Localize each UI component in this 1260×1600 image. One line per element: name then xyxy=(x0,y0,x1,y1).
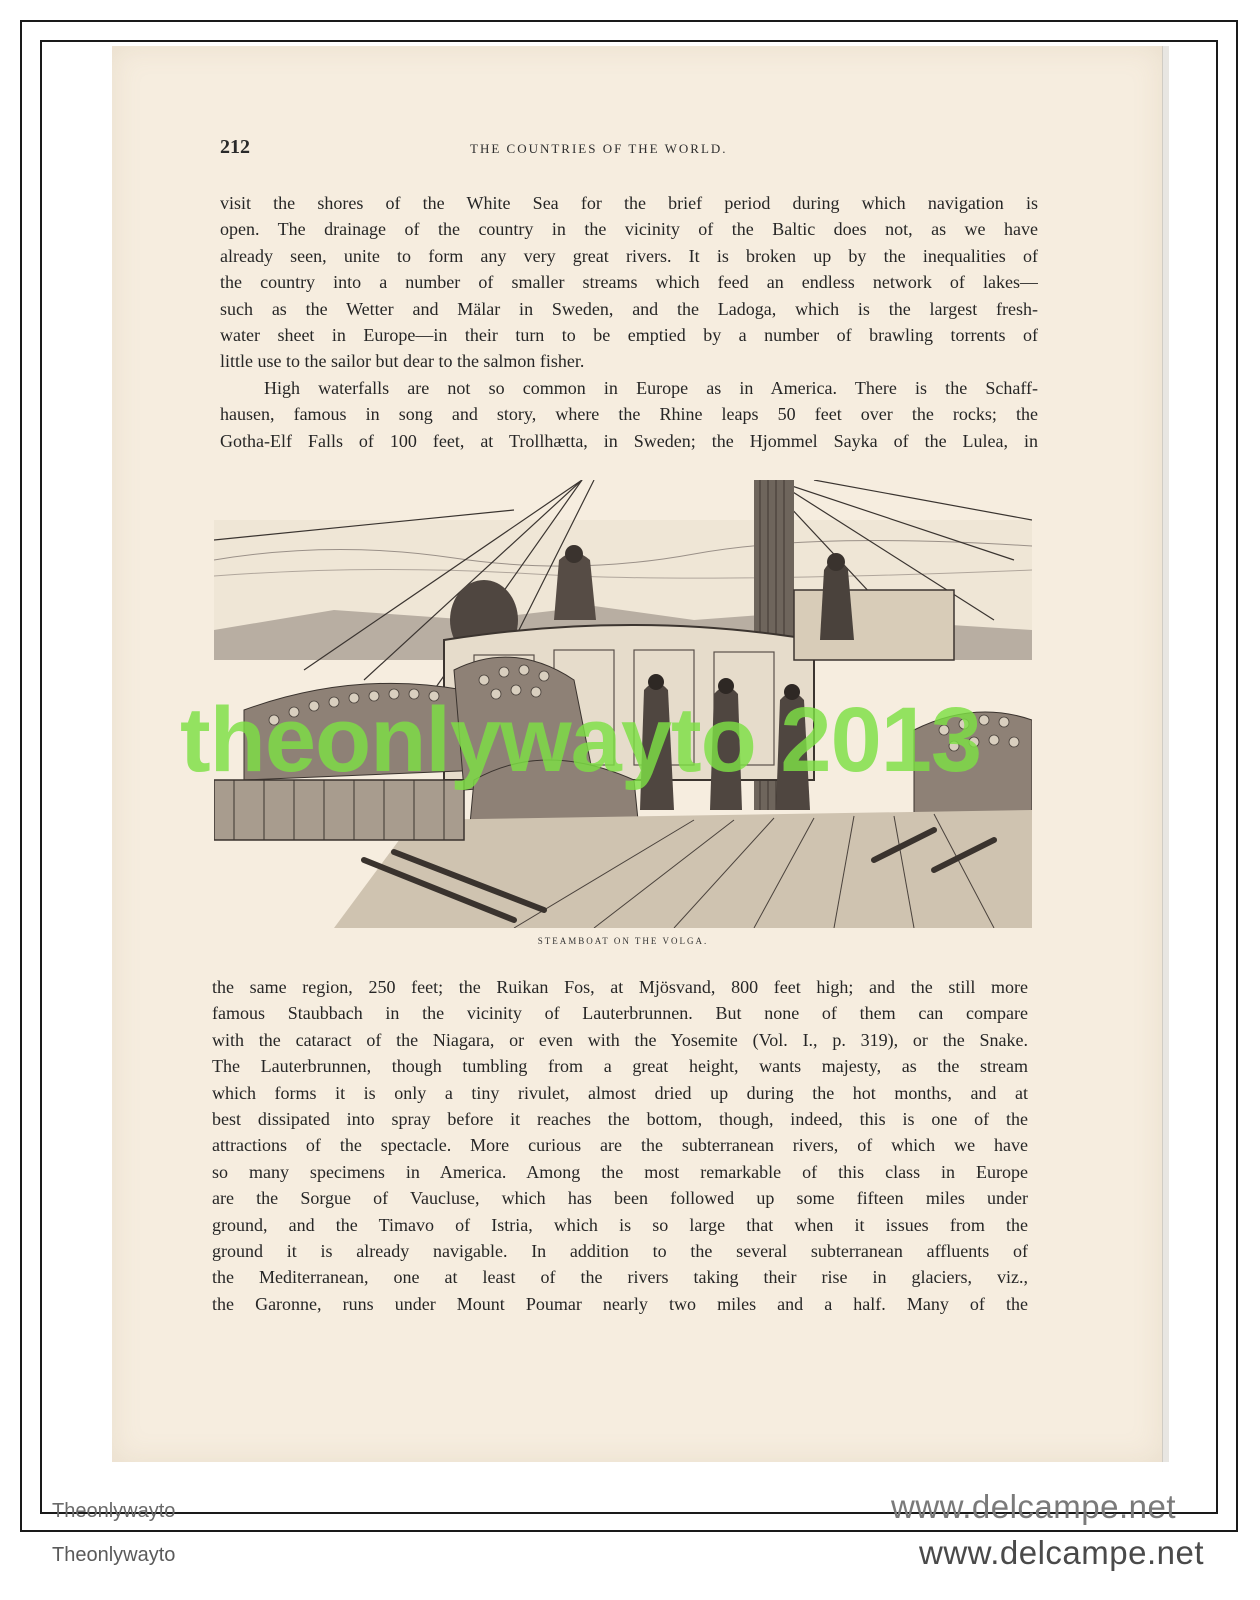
text-line: little use to the sailor but dear to the salmon fisher. xyxy=(220,351,585,372)
page-number: 212 xyxy=(220,136,250,158)
site-url: www.delcampe.net xyxy=(891,1488,1176,1525)
text-line: already seen, unite to form any very great rivers. It is broken up by the inequalities of xyxy=(220,245,1038,266)
text-line: ground, and the Timavo of Istria, which is so large that when it issues from the xyxy=(212,1214,1028,1235)
footer-watermark-row xyxy=(0,1534,1260,1574)
text-line: High waterfalls are not so common in Europe as in America. There is the Schaff- xyxy=(264,377,1038,398)
running-title: THE COUNTRIES OF THE WORLD. xyxy=(470,141,728,156)
running-head xyxy=(220,136,1040,162)
seller-name: Theonlywayto xyxy=(52,1544,176,1566)
page-edge xyxy=(1162,46,1169,1462)
text-line: with the cataract of the Niagara, or even with the Yosemite (Vol. I., p. 319), or the Snake. xyxy=(212,1029,1028,1050)
text-line: ground it is already navigable. In addition to the several subterranean affluents of xyxy=(212,1240,1028,1261)
footer-watermark-row xyxy=(0,1488,1260,1534)
text-line: the Mediterranean, one at least of the rivers taking their rise in glaciers, viz., xyxy=(212,1267,1028,1288)
text-line: Gotha-Elf Falls of 100 feet, at Trollhætta, in Sweden; the Hjommel Sayka of the Lulea, in xyxy=(220,430,1038,451)
text-line: the Garonne, runs under Mount Poumar nearly two miles and a half. Many of the xyxy=(212,1293,1028,1314)
body-text-top xyxy=(220,190,1038,454)
figure-caption: STEAMBOAT ON THE VOLGA. xyxy=(537,936,709,946)
text-line: are the Sorgue of Vaucluse, which has been followed up some fifteen miles under xyxy=(212,1188,1028,1209)
seller-name: Theonlywayto xyxy=(52,1500,176,1522)
text-line: such as the Wetter and Mälar in Sweden, and the Ladoga, which is the largest fresh- xyxy=(220,298,1038,319)
text-line: famous Staubbach in the vicinity of Lauterbrunnen. But none of them can compare xyxy=(212,1003,1028,1024)
watermark: theonlywayto 2013 xyxy=(180,689,982,791)
body-text-bottom xyxy=(212,974,1028,1317)
site-url: www.delcampe.net xyxy=(919,1534,1204,1571)
text-line: visit the shores of the White Sea for the brief period during which navigation is xyxy=(220,193,1038,213)
text-line: hausen, famous in song and story, where the Rhine leaps 50 feet over the rocks; the xyxy=(220,404,1038,425)
text-line: water sheet in Europe—in their turn to be emptied by a number of brawling torrents of xyxy=(220,324,1038,345)
text-line: so many specimens in America. Among the most remarkable of this class in Europe xyxy=(212,1161,1028,1182)
text-line: best dissipated into spray before it reaches the bottom, though, indeed, this is one of the xyxy=(212,1108,1028,1129)
text-line: which forms it is only a tiny rivulet, almost dried up during the hot months, and at xyxy=(212,1082,1028,1103)
text-line: attractions of the spectacle. More curious are the subterranean rivers, of which we have xyxy=(212,1135,1028,1156)
text-line: the same region, 250 feet; the Ruikan Fos, at Mjösvand, 800 feet high; and the still more xyxy=(212,977,1028,997)
text-line: open. The drainage of the country in the vicinity of the Baltic does not, as we have xyxy=(220,219,1038,240)
text-line: the country into a number of smaller streams which feed an endless network of lakes— xyxy=(220,272,1038,293)
text-line: The Lauterbrunnen, though tumbling from a great height, wants majesty, as the stream xyxy=(212,1056,1028,1077)
